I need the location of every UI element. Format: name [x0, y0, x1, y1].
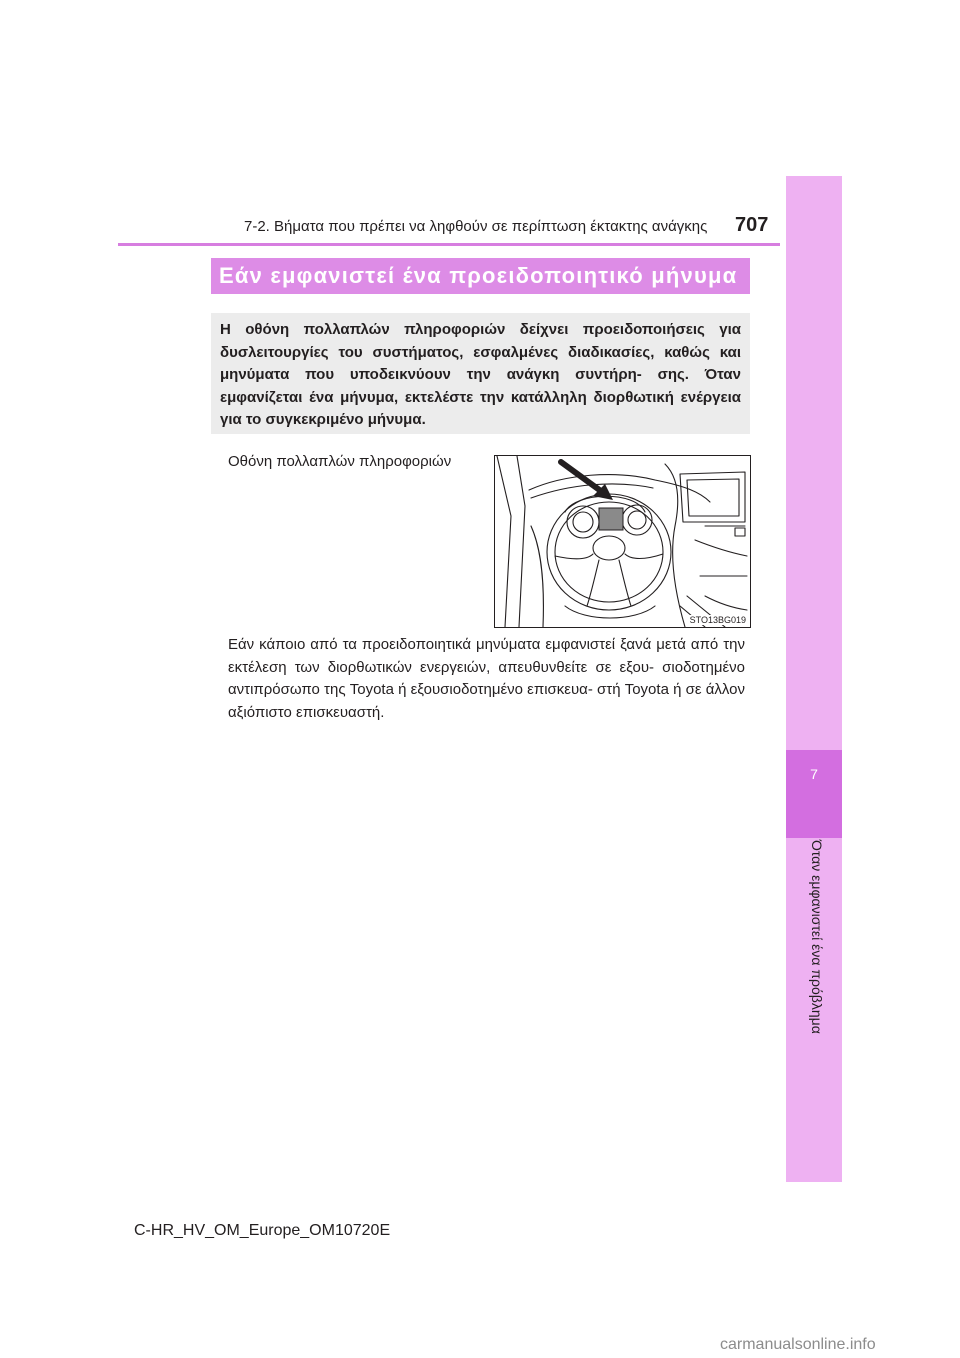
section-title: Εάν εμφανιστεί ένα προειδοποιητικό μήνυμα — [219, 263, 738, 288]
section-banner — [211, 258, 750, 294]
dashboard-illustration-icon — [494, 455, 751, 628]
figure-caption: Οθόνη πολλαπλών πληροφοριών — [228, 453, 452, 470]
page-number: 707 — [735, 214, 769, 236]
body-paragraph: Εάν κάποιο από τα προειδοποιητικά μηνύματα εμφανιστεί ξανά μετά από την εκτέλεση των διορθωτικών ενεργειών, απευθυνθείτε σε εξου- σιοδοτημένο αντιπρόσωπο της Toyota ή εξουσιοδοτημένο επισκευα- στή Toyota ή σε άλλον αξιόπιστο επισκευαστή. — [228, 636, 745, 721]
figure-code: STO13BG019 — [689, 615, 746, 625]
intro-text: Η οθόνη πολλαπλών πληροφοριών δείχνει προειδοποιήσεις για δυσλειτουργίες του συστήματος, εσφαλμένες διαδικασίες, καθώς και μηνύματα που υποδεικνύουν την ανάγκη συντήρη- σης. Όταν εμφανίζεται ένα μήνυμα, εκτελέστε την κατάλληλη διορθωτική ενέργεια για το συγκεκριμένο μήνυμα. — [220, 321, 741, 428]
watermark: carmanualsonline.info — [720, 1336, 876, 1353]
chapter-number: 7 — [810, 766, 818, 782]
chapter-number-tab — [786, 750, 842, 838]
dashboard-drawing — [495, 456, 750, 627]
header-rule — [118, 243, 780, 246]
document-code: C-HR_HV_OM_Europe_OM10720E — [134, 1222, 391, 1239]
chapter-title: Όταν εμφανιστεί ένα πρόβλημα — [809, 840, 825, 1034]
running-header: 7-2. Βήματα που πρέπει να ληφθούν σε περίπτωση έκτακτης ανάγκης — [244, 218, 708, 235]
intro-box — [211, 313, 750, 434]
